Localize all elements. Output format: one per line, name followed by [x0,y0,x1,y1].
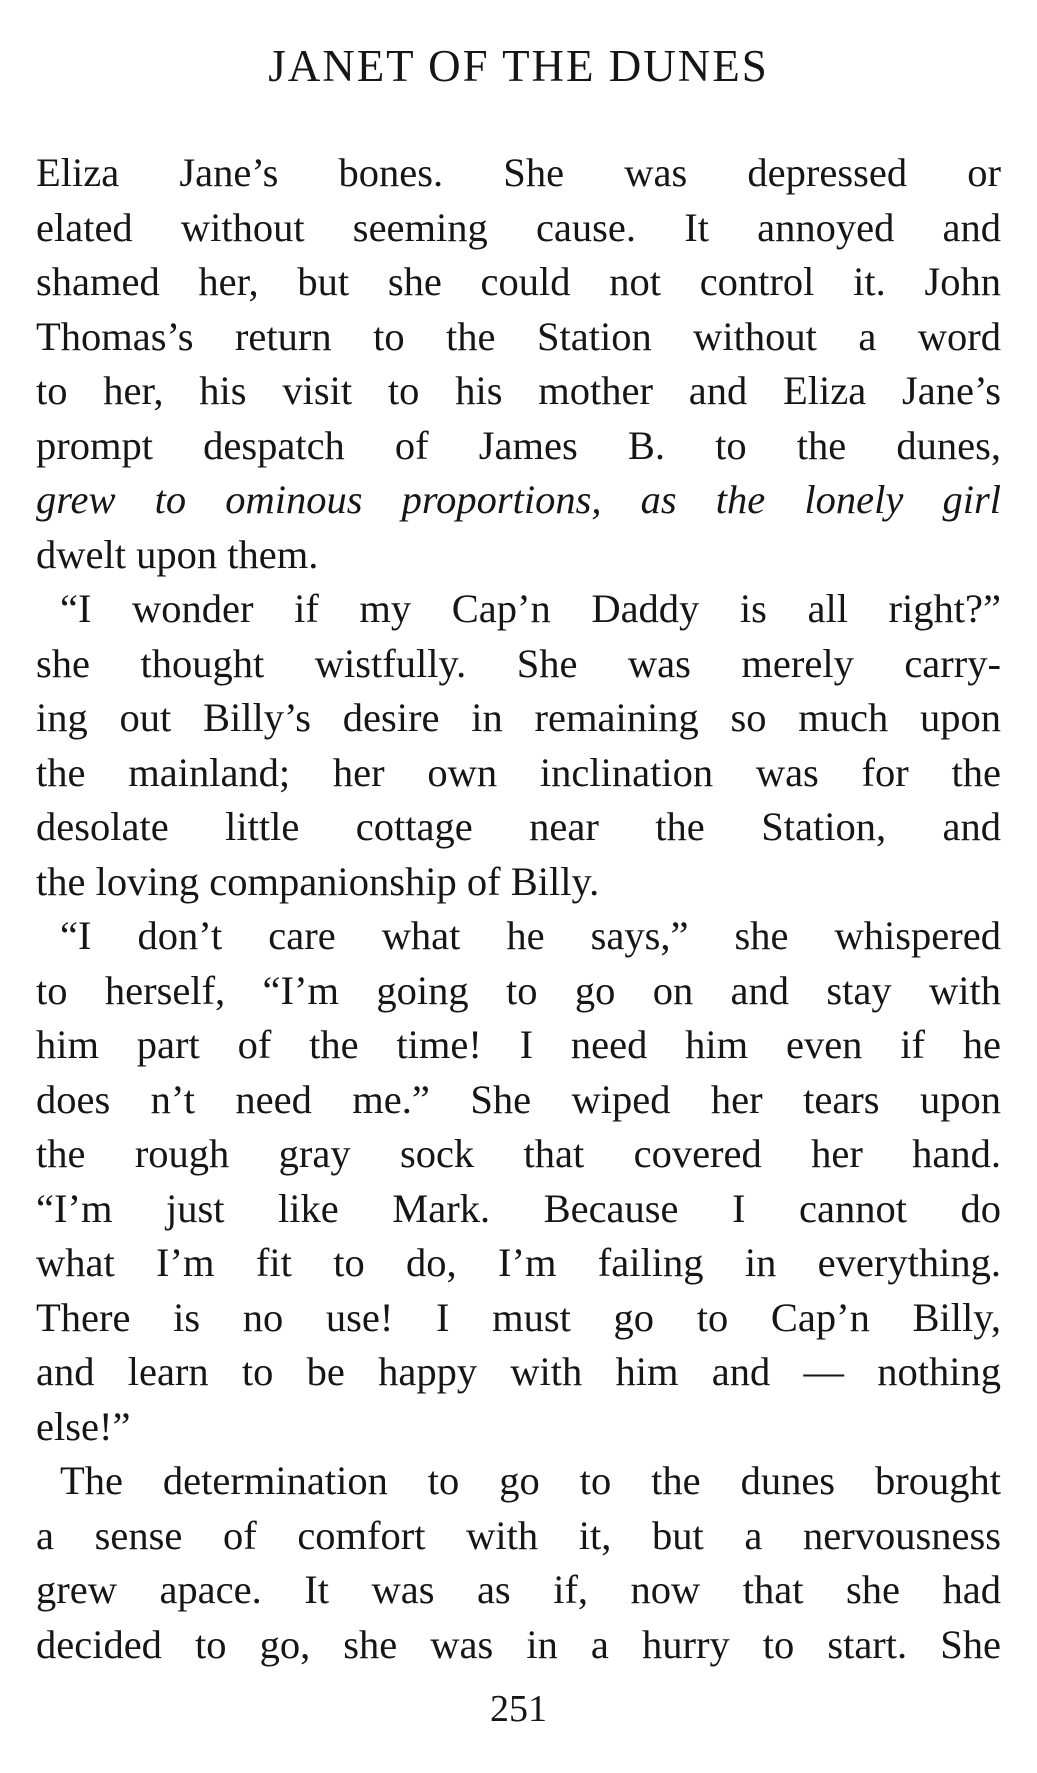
text-line: Thomas’s return to the Station without a word [36,313,1001,359]
text-line: does n’t need me.” She wiped her tears upon [36,1076,1001,1122]
text-line: Eliza Jane’s bones. She was depressed or [36,150,1001,195]
text-line: him part of the time! I need him even if he [36,1022,1001,1067]
text-line: dwelt upon them. [36,531,319,577]
text-line: else!” [36,1403,131,1449]
text-line: the rough gray sock that covered her hand. [36,1131,1001,1176]
text-line: “I wonder if my Cap’n Daddy is all right?” [60,586,1001,631]
text-line: decided to go, she was in a hurry to start. She [36,1621,1001,1667]
text-line: the mainland; her own inclination was for the [36,749,1001,795]
text-line: grew to ominous proportions, as the lonely girl [36,477,1001,522]
text-line: ing out Billy’s desire in remaining so much upon [36,695,1001,740]
page-number: 251 [490,1688,547,1730]
paragraph [36,1454,1001,1672]
book-page [36,0,1001,1773]
text-line: elated without seeming cause. It annoyed and [36,204,1001,250]
text-line: The determination to go to the dunes brought [60,1458,1001,1503]
text-line: “I don’t care what he says,” she whispered [60,913,1001,958]
text-line: prompt despatch of James B. to the dunes, [36,422,1001,468]
running-head: JANET OF THE DUNES [268,41,769,91]
text-line: There is no use! I must go to Cap’n Billy, [36,1294,1001,1340]
paragraph [36,146,1001,582]
text-line: “I’m just like Mark. Because I cannot do [36,1185,1001,1231]
text-line: grew apace. It was as if, now that she had [36,1567,1001,1612]
text-line: a sense of comfort with it, but a nervousness [36,1512,1001,1558]
paragraph [36,909,1001,1454]
text-line: to herself, “I’m going to go on and stay with [36,967,1001,1013]
text-line: desolate little cottage near the Station, and [36,804,1001,849]
text-line: shamed her, but she could not control it. John [36,259,1001,304]
text-line: what I’m fit to do, I’m failing in everything. [36,1240,1001,1285]
text-line: she thought wistfully. She was merely carry- [36,640,1001,686]
paragraph [36,582,1001,909]
text-line: the loving companionship of Billy. [36,858,600,904]
body-text [36,146,1001,1672]
text-line: to her, his visit to his mother and Eliza Jane’s [36,368,1001,413]
text-line: and learn to be happy with him and — nothing [36,1349,1001,1394]
